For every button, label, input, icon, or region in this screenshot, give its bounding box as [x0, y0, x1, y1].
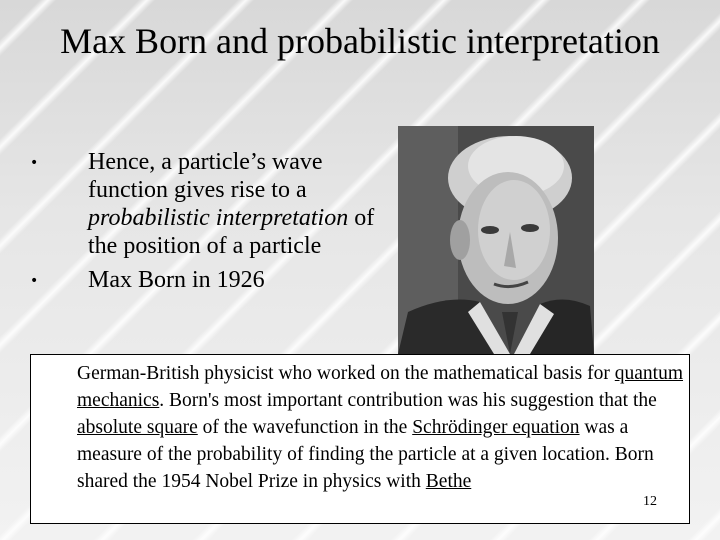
bullet-text-italic: probabilistic interpretation [88, 205, 349, 231]
bullet-item-1 [20, 148, 400, 260]
bullet-text-part: Hence, a particle’s wave function gives rise to a [88, 149, 323, 203]
bullet-dot: • [30, 155, 39, 171]
bullet-item-2 [20, 266, 400, 294]
bullet-list [20, 148, 400, 300]
bio-text: of the wavefunction in the [197, 417, 413, 438]
link-absolute-square[interactable]: absolute square [77, 417, 198, 438]
bullet-text-part: of the position of a particle [88, 205, 375, 259]
link-bethe[interactable]: Bethe [425, 471, 472, 492]
bullet-text-part: Max Born in 1926 [88, 267, 265, 293]
bio-text: German-British physicist who worked on the mathematical basis for [77, 363, 615, 384]
link-schrodinger-equation[interactable]: Schrödinger equation [412, 417, 580, 438]
slide-title: Max Born and probabilistic interpretation [60, 21, 660, 61]
portrait-photo-icon [398, 126, 594, 354]
bullet-dot: • [30, 273, 39, 289]
portrait-photo [398, 126, 594, 354]
bio-box [30, 354, 690, 524]
bio-text: was a measure of the probability of finding the particle at a given location. Born shared the 1954 Nobel Prize in physics with [77, 417, 654, 492]
link-quantum-mechanics[interactable]: quantum mechanics [77, 363, 684, 411]
bio-text: . Born's most important contribution was his suggestion that the [159, 390, 657, 411]
page-number: 12 [643, 494, 657, 509]
